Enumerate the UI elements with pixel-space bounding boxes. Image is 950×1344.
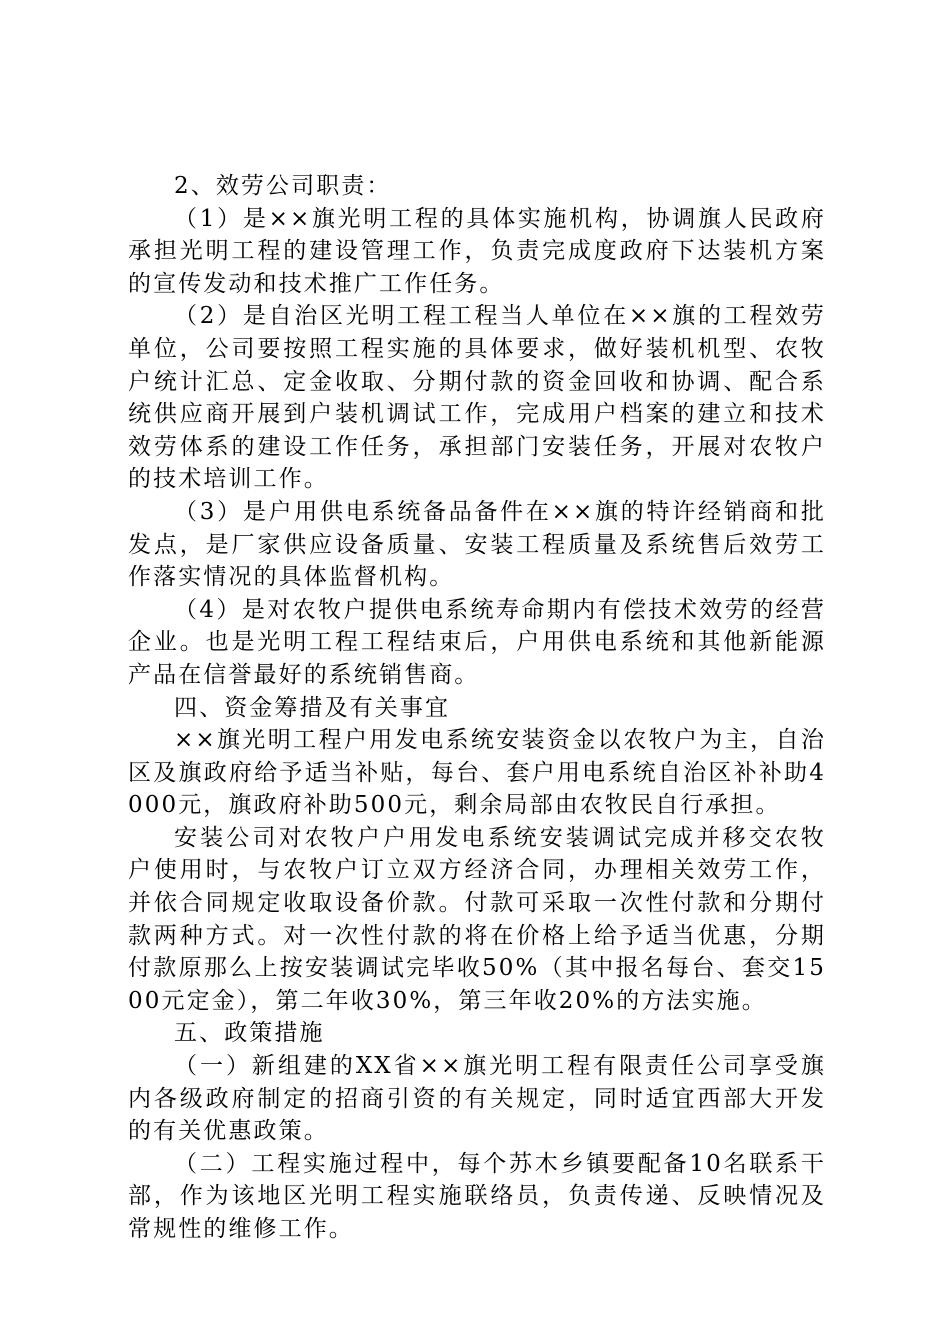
paragraph-duty-4: （4）是对农牧户提供电系统寿命期内有偿技术效劳的经营企业。也是光明工程工程结束后，户用供电系统和其他新能源产品在信誉最好的系统销售商。 bbox=[128, 596, 826, 688]
section-heading-policy: 五、政策措施 bbox=[174, 1020, 325, 1047]
paragraph-duty-2: （2）是自治区光明工程工程当人单位在××旗的工程效劳单位，公司要按照工程实施的具体要求，做好装机机型、农牧户统计汇总、定金收取、分期付款的资金回收和协调、配合系统供应商开展到户装机调试工作，完成用户档案的建立和技术效劳体系的建设工作任务，承担部门安装任务，开展对农牧户的技术培训工作。 bbox=[128, 303, 826, 493]
paragraph-funding-subsidy: ××旗光明工程户用发电系统安装资金以农牧户为主，自治区及旗政府给予适当补贴，每台、套户用电系统自治区补补助4000元，旗政府补助500元，剩余局部由农牧民自行承担。 bbox=[128, 727, 826, 819]
section-heading-service-company: 2、效劳公司职责： bbox=[174, 173, 392, 199]
paragraph-funding-payment: 安装公司对农牧户户用发电系统安装调试完成并移交农牧户使用时，与农牧户订立双方经济合同，办理相关效劳工作，并依合同规定收取设备价款。付款可采取一次性付款和分期付款两种方式。对一次性付款的将在价格上给予适当优惠，分期付款原那么上按安装调试完毕收50%（其中报名每台、套交1500元定金），第二年收30%，第三年收20%的方法实施。 bbox=[128, 824, 826, 1014]
paragraph-duty-3: （3）是户用供电系统备品备件在××旗的特许经销商和批发点，是厂家供应设备质量、安装工程质量及系统售后效劳工作落实情况的具体监督机构。 bbox=[128, 498, 826, 591]
document-page bbox=[128, 170, 826, 1246]
section-heading-funding: 四、资金筹措及有关事宜 bbox=[174, 694, 451, 721]
paragraph-policy-1: （一）新组建的XX省××旗光明工程有限责任公司享受旗内各级政府制定的招商引资的有关规定，同时适宜西部大开发的有关优惠政策。 bbox=[128, 1053, 826, 1145]
paragraph-duty-1: （1）是××旗光明工程的具体实施机构，协调旗人民政府承担光明工程的建设管理工作，负责完成度政府下达装机方案的宣传发动和技术推广工作任务。 bbox=[128, 205, 826, 297]
paragraph-policy-2: （二）工程实施过程中，每个苏木乡镇要配备10名联系干部，作为该地区光明工程实施联络员，负责传递、反映情况及常规性的维修工作。 bbox=[128, 1150, 826, 1242]
